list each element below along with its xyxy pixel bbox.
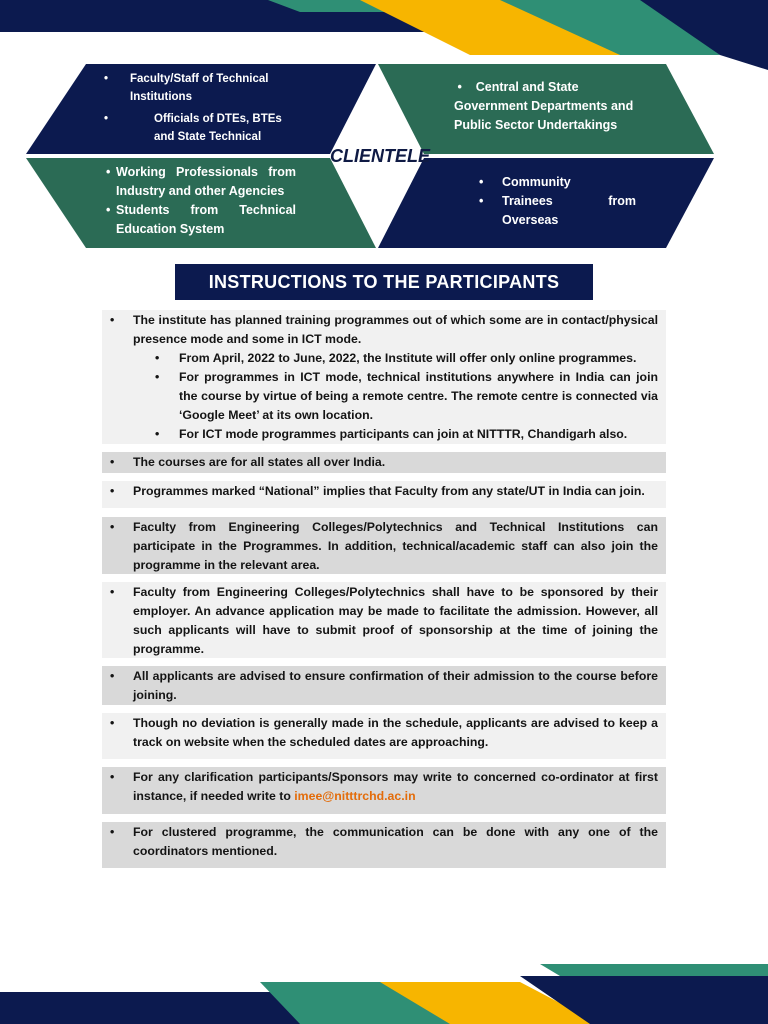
instruction-item-7 bbox=[102, 713, 666, 759]
bullet-icon: • bbox=[155, 370, 160, 384]
clientele-trainees-item: • Trainees from Overseas bbox=[476, 192, 636, 230]
bullet-icon: • bbox=[110, 669, 115, 683]
bullet-icon: • bbox=[110, 484, 115, 498]
instruction-text: For any clarification participants/Sponsors may write to concerned co-ordinator at first instance, if needed write to imee@nitttrchd.ac.in bbox=[133, 770, 658, 803]
clientele-bottom-right bbox=[476, 173, 636, 230]
bullet-icon: • bbox=[155, 427, 160, 441]
instruction-subitem: • From April, 2022 to June, 2022, the Institute will offer only online programmes. bbox=[133, 349, 658, 368]
bottom-decorative-band bbox=[0, 964, 768, 1024]
bullet-icon: • bbox=[110, 716, 115, 730]
instruction-text: Faculty from Engineering Colleges/Polytechnics shall have to be sponsored by their employer. An advance application may be made to facilitate the admission. However, all such applicants will have to submit proof of sponsorship at the time of joining the programme. bbox=[133, 585, 658, 656]
bullet-icon: • bbox=[110, 825, 115, 839]
bullet-icon: • bbox=[110, 770, 115, 784]
clientele-section bbox=[24, 62, 716, 250]
instruction-item-4 bbox=[102, 517, 666, 574]
instruction-item-2 bbox=[102, 452, 666, 473]
clientele-top-left bbox=[104, 70, 304, 150]
instructions-heading: INSTRUCTIONS TO THE PARTICIPANTS bbox=[175, 264, 593, 300]
clientele-students-item: • Students from Technical Education System bbox=[106, 201, 296, 239]
instruction-item-8 bbox=[102, 767, 666, 814]
instruction-text: Programmes marked “National” implies that Faculty from any state/UT in India can join. bbox=[133, 484, 645, 498]
instruction-item-1 bbox=[102, 310, 666, 444]
instruction-text: Though no deviation is generally made in the schedule, applicants are advised to keep a track on website when the scheduled dates are approaching. bbox=[133, 716, 658, 749]
instruction-text: The institute has planned training programmes out of which some are in contact/physical presence mode and some in ICT mode. bbox=[133, 313, 658, 346]
instruction-subitem: • For programmes in ICT mode, technical institutions anywhere in India can join the course by virtue of being a remote centre. The remote centre is connected via ‘Google Meet’ at its own location. bbox=[155, 370, 658, 422]
top-decorative-band bbox=[0, 0, 768, 70]
bullet-icon: • bbox=[110, 520, 115, 534]
clientele-title: CLIENTELE bbox=[330, 146, 431, 166]
instruction-text: Faculty from Engineering Colleges/Polytechnics and Technical Institutions can participate in the Programmes. In addition, technical/academic staff can also join the programme in the relevant area. bbox=[133, 520, 658, 572]
instruction-subitem: • For ICT mode programmes participants can join at NITTTR, Chandigarh also. bbox=[133, 425, 658, 444]
instruction-text: For clustered programme, the communication can be done with any one of the coordinators mentioned. bbox=[133, 825, 658, 858]
contact-email-link[interactable]: imee@nitttrchd.ac.in bbox=[294, 789, 416, 803]
clientele-top-right bbox=[454, 78, 654, 135]
instruction-text: The courses are for all states all over India. bbox=[133, 455, 386, 469]
clientele-officials-item: • Officials of DTEs, BTEs and State Technical bbox=[104, 110, 304, 146]
bullet-icon: • bbox=[110, 585, 115, 599]
clientele-community-item: • Community bbox=[476, 173, 636, 192]
clientele-faculty-item: • Faculty/Staff of Technical Institutions bbox=[104, 70, 304, 106]
bullet-icon: • bbox=[155, 351, 160, 365]
instruction-item-6 bbox=[102, 666, 666, 705]
instruction-item-3 bbox=[102, 481, 666, 508]
instruction-item-9 bbox=[102, 822, 666, 868]
clientele-govt-item: • Central and State Government Departments and Public Sector Undertakings bbox=[454, 80, 634, 132]
instruction-text: All applicants are advised to ensure confirmation of their admission to the course before joining. bbox=[133, 669, 658, 702]
clientele-bottom-left bbox=[106, 163, 296, 239]
bullet-icon: • bbox=[110, 455, 115, 469]
clientele-professionals-item: • Working Professionals from Industry and other Agencies bbox=[106, 163, 296, 201]
instruction-item-5 bbox=[102, 582, 666, 658]
bullet-icon: • bbox=[110, 313, 115, 327]
